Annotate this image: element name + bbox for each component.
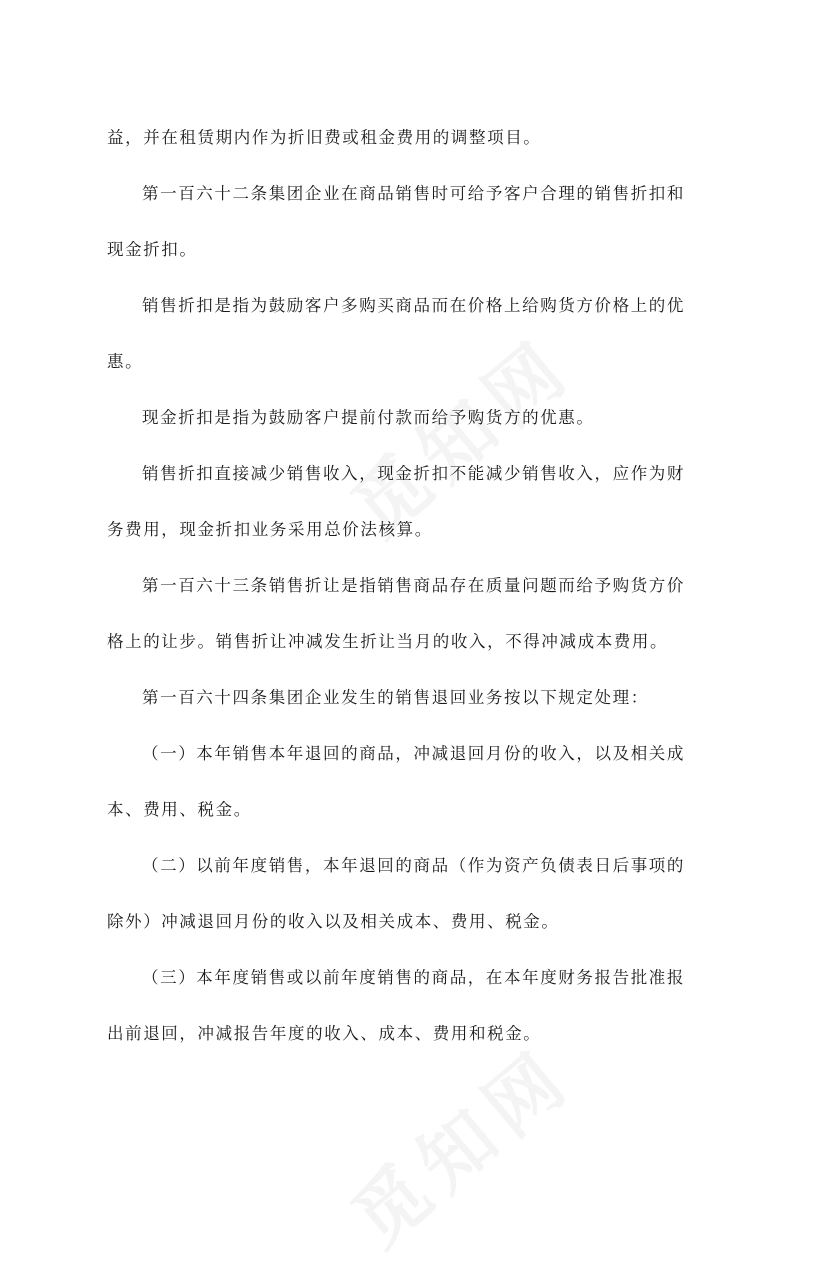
paragraph-line: 销售折扣是指为鼓励客户多购买商品而在价格上给购货方价格上的优: [142, 296, 685, 315]
paragraph-line: 第一百六十四条集团企业发生的销售退回业务按以下规定处理：: [142, 688, 649, 707]
paragraph-line: （二）以前年度销售，本年退回的商品（作为资产负债表日后事项的: [142, 856, 685, 875]
paragraph-line: 销售折扣直接减少销售收入，现金折扣不能减少销售收入，应作为财: [142, 464, 685, 483]
paragraph-line: 出前退回，冲减报告年度的收入、成本、费用和税金。: [107, 1024, 542, 1043]
paragraph-line: 第一百六十二条集团企业在商品销售时可给予客户合理的销售折扣和: [142, 184, 685, 203]
watermark-text: [326, 1019, 592, 1266]
paragraph-line: （三）本年度销售或以前年度销售的商品，在本年度财务报告批准报: [142, 968, 685, 987]
paragraph-line: 益，并在租赁期内作为折旧费或租金费用的调整项目。: [107, 128, 542, 147]
paragraph-line: 本、费用、税金。: [107, 800, 252, 819]
paragraph-line: 第一百六十三条销售折让是指销售商品存在质量问题而给予购货方价: [142, 576, 685, 595]
paragraph-line: 惠。: [107, 352, 144, 371]
paragraph-line: 格上的让步。销售折让冲减发生折让当月的收入，不得冲减成本费用。: [107, 632, 669, 651]
paragraph-line: 现金折扣。: [107, 240, 198, 259]
paragraph-line: 除外）冲减退回月份的收入以及相关成本、费用、税金。: [107, 912, 560, 931]
paragraph-line: 现金折扣是指为鼓励客户提前付款而给予购货方的优惠。: [142, 408, 595, 427]
paragraph-line: 务费用，现金折扣业务采用总价法核算。: [107, 520, 433, 539]
paragraph-line: （一）本年销售本年退回的商品，冲减退回月份的收入，以及相关成: [142, 744, 685, 763]
